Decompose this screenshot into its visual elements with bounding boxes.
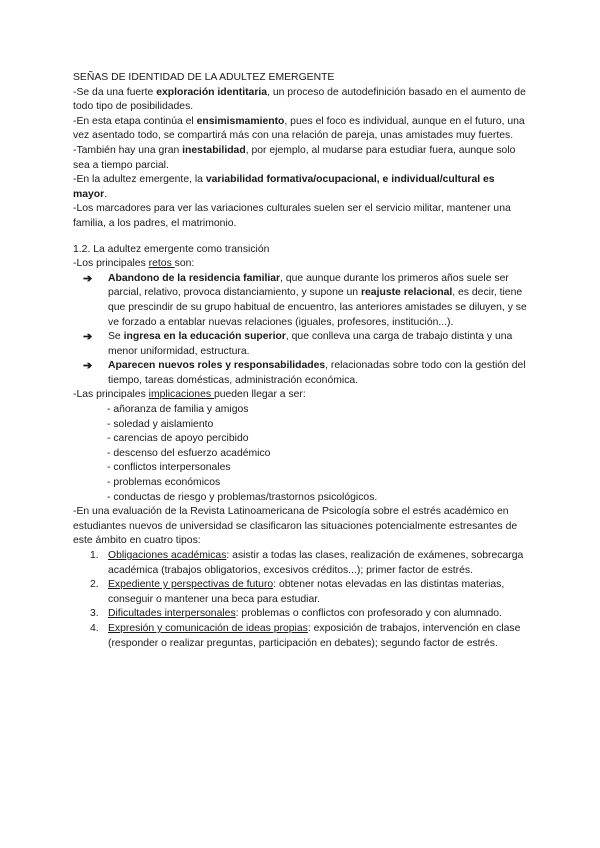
list-item: 1. Obligaciones académicas: asistir a todas las clases, realización de exámenes, sobrecarga académica (trabajos obligatorios, excesivos créditos...); primer factor de estrés. <box>90 550 524 576</box>
intro-paragraph: -En esta etapa continúa el ensimismamiento, pues el foco es individual, aunque en el futuro, una vez asentado todo, se compartirá más con una relación de pareja, unas amistades muy fuertes. <box>73 115 525 142</box>
list-item: - problemas económicos <box>107 477 221 489</box>
list-number: 2. <box>90 579 99 591</box>
section-heading: 1.2. La adultez emergente como transición <box>73 243 270 255</box>
document-title: SEÑAS DE IDENTIDAD DE LA ADULTEZ EMERGENTE <box>73 72 335 83</box>
list-number: 4. <box>90 622 99 634</box>
arrow-icon: ➔ <box>83 360 93 373</box>
list-number: 3. <box>90 608 99 620</box>
list-item: ➔ Abandono de la residencia familiar, que aunque durante los primeros años suele ser parcial, relativo, provoca distanciamiento, y supone un reajuste relacional, es decir, tiene que prescindir de su grupo habitual de encuentro, las anteriores amistades se diluyen, y se ve forzado a entablar nuevas relaciones (iguales, profesores, institución...). <box>83 272 527 328</box>
list-item: - conductas de riesgo y problemas/trastornos psicológicos. <box>107 491 378 503</box>
list-item: - soledad y aislamiento <box>107 418 214 430</box>
list-item: 3. Dificultades interpersonales: problemas o conflictos con profesorado y con alumnado. <box>73 607 530 622</box>
list-item: ➔ Se ingresa en la educación superior, que conlleva una carga de trabajo distinta y una menor uniformidad, estructura. <box>83 331 513 357</box>
list-item: 4. Expresión y comunicación de ideas propias: exposición de trabajos, intervención en clase (responder o realizar preguntas, participación en debates); segundo factor de estrés. <box>90 622 521 649</box>
list-item: - carencias de apoyo percibido <box>107 433 249 445</box>
list-item: ➔ Aparecen nuevos roles y responsabilidades, relacionadas sobre todo con la gestión del tiempo, tareas domésticas, administración económica. <box>83 360 526 386</box>
list-item: - descenso del esfuerzo académico <box>107 447 271 459</box>
list-item: 2. Expediente y perspectivas de futuro: obtener notas elevadas en las distintas materias, conseguir o mantener una beca para estudiar. <box>90 579 505 605</box>
implicaciones-intro: -Las principales implicaciones pueden llegar a ser: <box>73 389 306 401</box>
arrow-icon: ➔ <box>83 272 93 285</box>
evaluacion-paragraph: -En una evaluación de la Revista Latinoamericana de Psicología sobre el estrés académico en estudiantes nuevos de universidad se clasificaron las situaciones potencialmente estresantes de este ámbito en cuatro tipos: <box>73 506 518 547</box>
intro-paragraph: -Los marcadores para ver las variaciones culturales suelen ser el servicio militar, mantener una familia, a los padres, el matrimonio. <box>73 203 511 229</box>
list-item: - conflictos interpersonales <box>107 462 231 474</box>
retos-intro: -Los principales retos son: <box>73 258 195 270</box>
retos-list <box>73 272 530 389</box>
tipos-list <box>73 549 530 651</box>
intro-paragraph: -Se da una fuerte exploración identitaria, un proceso de autodefinición basado en el aumento de todo tipo de posibilidades. <box>73 86 526 113</box>
list-item: - añoranza de familia y amigos <box>107 404 249 416</box>
implicaciones-list <box>73 403 530 505</box>
list-number: 1. <box>90 550 99 561</box>
intro-paragraph: -En la adultez emergente, la variabilidad formativa/ocupacional, e individual/cultural es mayor. <box>73 174 495 200</box>
intro-paragraph: -También hay una gran inestabilidad, por ejemplo, al mudarse para estudiar fuera, aunque solo sea a tiempo parcial. <box>73 144 516 171</box>
arrow-icon: ➔ <box>83 331 93 344</box>
intro-section <box>73 86 530 232</box>
